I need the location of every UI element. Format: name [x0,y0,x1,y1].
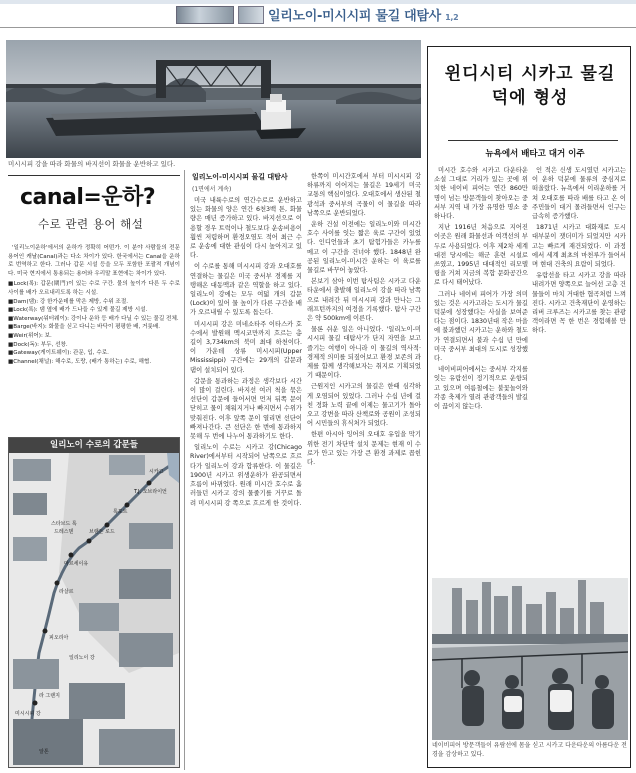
header-band [0,0,636,4]
top-photo [6,40,421,158]
paragraph: 한쪽이 미시간호에서 부터 미시시피 강 하류까지 이어지는 물길은 19세기 미국 교통의 핵심이었다. 오대호에서 생산된 철광석과 중서부의 곡물이 이 물길을 따라 남쪽으로 운반되었다. [307,173,421,217]
map-label: 피오리아 [49,635,69,641]
map-label: 알톤 [39,749,49,755]
map-label: 드레스덴 [54,529,74,535]
glossary-item: ■Dam(댐): 강 한가운데를 막은 제방, 수위 조절. [8,298,128,305]
sidebar-rule [8,175,180,176]
paragraph: 본보기 삼아 이번 탐사팀은 시카고 다운타운에서 출발해 일리노이 강을 따라 남쪽으로 내려간 뒤 미시시피 강과 만나는 그래프턴까지의 여정을 기록했다. 탐사 구간은 약 500km에 이른다. [307,278,421,323]
right-subtitle: 뉴욕에서 배타고 대거 이주 [485,149,585,159]
top-photo-caption: 미시시피 강을 따라 화물의 바지선이 화물을 운반하고 있다. [8,160,176,168]
right-title-rule [448,140,618,141]
map-label: 라 그랜지 [39,693,60,699]
paragraph: 미국 내륙수로의 연간수로로 운반하고 있는 화물의 양은 연간 6천3백 톤, 화물량은 매년 증가하고 있다. 바지선으로 이용할 경우 트럭이나 철도보다 운송비용이 훨씬 저렴하며 환경오염도 적어 최근 수로 운송에 대한 관심이 다시 높아지고 있다. [190,197,302,260]
paragraph: 유람선을 타고 시카고 강을 따라 내려가면 양쪽으로 늘어선 고층 건물들이 마치 거대한 협곡처럼 느껴진다. 시카고 건축재단이 운영하는 리버 크루즈는 시카고를 찾는 관광객이라면 꼭 한 번은 경험해볼 만하다. [532,272,626,335]
header-title [268,5,458,24]
glossary-item: ■Lock(록): 갑문(閘門)이 있는 수로 구간. 물의 높이가 다른 두 수로 사이를 배가 오르내리도록 하는 시설. [8,281,180,296]
header-photo-small [238,6,264,24]
glossary-item: ■Channel(채널): 해수로, 도랑, (배가 통하는) 수로, 해협. [8,358,152,365]
header-title-text: 일리노이-미시시피 물길 대탐사 [268,9,441,24]
glossary-item: ■Dock(독): 부두, 선창. [8,341,68,348]
right-photo [432,578,628,740]
sidebar-title: canal=운하? [20,185,156,210]
paragraph: 갑문을 통과하는 과정은 생각보다 시간이 많이 걸린다. 바지선 여러 척을 묶은 선단이 갑문에 들어서면 먼저 뒤쪽 문이 닫히고 물이 채워지거나 빠지면서 수위가 맞춰진다. 이후 앞쪽 문이 열리면 선단이 빠져나간다. 큰 선단은 한 번에 통과하지 못해 두 번에 나누어 통과하기도 한다. [190,377,302,441]
paragraph: 이 수로를 통해 미시시피 강과 오대호를 연결하는 물길은 미국 중서부 경제를 지탱해온 대동맥과 같은 역할을 하고 있다. 일리노이 강에는 모두 여덟 개의 갑문(Lock)이 있어 물 높이가 다른 구간을 배가 오르내릴 수 있도록 돕는다. [190,263,302,317]
map-label: 일리노이 강 [69,655,95,661]
middle-heading: 일리노이-미시시피 물길 대탐사 [192,173,288,181]
paragraph: 근원지인 시카고의 물길은 한때 심각하게 오염되어 있었다. 그러나 수십 년에 걸친 정화 노력 끝에 이제는 물고기가 돌아오고 강변을 따라 산책로와 공원이 조성되어 시민들의 휴식처가 되었다. [307,383,421,428]
middle-column-1 [190,196,302,768]
map-label: 마르세이유 [64,561,89,567]
map-label: T.J. 오브라이언 [134,489,167,495]
lock-map-box [8,437,180,768]
map-label: 브랜든 로드 [89,529,115,535]
glossary-item: ■Weir(위어): 보. [8,332,52,339]
map-label: 스타브드 록 [51,521,77,527]
paragraph: 지난 1916년 처음으로 지어진 이곳은 원래 화물선과 여객선의 부두로 사용되었다. 이후 제2차 세계대전 당시에는 해군 훈련 시설로 쓰였고, 1995년 대대적인 리모델링을 거쳐 지금의 복합 문화공간으로 다시 태어났다. [434,224,528,287]
glossary-item: ■Barge(바지): 화물을 싣고 다니는 바닥이 평평한 배, 거룻배. [8,324,161,331]
middle-column-2 [307,172,421,768]
map-label: 록포트 [113,509,128,515]
right-photo-caption: 네이비피어 방문객들이 유람선에 몸을 싣고 시카고 다운타운의 아름다운 전경을 감상하고 있다. [432,742,627,758]
paragraph: 네이비피어에서는 중서부 각지를 잇는 유람선이 정기적으로 운항되고 있으며 여름철에는 불꽃놀이와 각종 축제가 열려 관광객들의 발길이 끊이지 않는다. [434,366,528,411]
sidebar-intro: '일리노이운하'에서의 운하가 정확히 어떤가. 이 분야 사람들의 전문 용어인 캐날(Canal)과는 다소 차이가 있다. 한국에서는 Canal을 운하로 번역하고 한다. 그러나 갑문 시설 등을 모두 포함한 포괄적 개념이다. 미국 현지에서 통용되는 용어와 우리말 표현에는 차이가 있다. [8,245,180,277]
header-part: 1,2 [445,13,459,22]
glossary-item: ■Waterway(워터웨이): 강이나 운하 등 배가 다닐 수 있는 물길 전체. [8,315,179,322]
map-label: 시카고 [149,469,164,475]
middle-divider [184,170,185,770]
paragraph: 미시시피 강은 미네소타주 이타스카 호수에서 발원해 멕시코만까지 흐르는 총 길이 3,734km의 북미 최대 하천이다. 이 가운데 상류 미시시피(Upper Mississippi) 구간에는 29개의 갑문과 댐이 설치되어 있다. [190,320,302,374]
paragraph: 한편 아시아 잉어의 오대호 유입을 막기 위한 전기 차단막 설치 문제는 현재 이 수로가 안고 있는 가장 큰 환경 과제로 꼽힌다. [307,431,421,467]
paragraph: 물론 쉬운 일은 아니었다. '일리노이-미시시피 물길 대탐사'가 단지 자연을 보고 즐기는 여행이 아니라 이 물길의 역사적·경제적 의미를 되짚어보고 환경 보존의 과제를 함께 생각해보자는 취지로 기획되었기 때문이다. [307,326,421,380]
paragraph: 그러나 네이비 피어가 가장 의미 있는 것은 시카고라는 도시가 물길 덕분에 성장했다는 사실을 보여준다는 점이다. 1830년대 작은 마을에 불과했던 시카고는 운하와 철도가 연결되면서 불과 수십 년 만에 미국 중서부 최대의 도시로 성장했다. [434,290,528,363]
lock-map [9,453,179,767]
paragraph: 1871년 시카고 대화재로 도시 대부분이 잿더미가 되었지만 시카고는 빠르게 재건되었다. 이 과정에서 세계 최초의 마천루가 들어서며 현대 건축의 요람이 되었다. [532,224,626,269]
right-column-1 [434,166,528,576]
map-title: 일리노이 수로의 갑문들 [9,438,179,453]
paragraph: 운하 건설 이전에는 일리노이와 미시간 호수 사이를 잇는 짧은 육로 구간이 있었다. 인디언들과 초기 탐험가들은 카누를 메고 이 구간을 건너야 했다. 1848년 완공된 일리노이-미시간 운하는 이 육로를 물길로 바꾸어 놓았다. [307,221,421,275]
middle-subheading: (1면에서 계속) [192,186,232,193]
header-photo [176,6,234,24]
glossary-item: ■Lock(록): 댐 옆에 배가 드나들 수 있게 물길 제방 시설. [8,307,148,314]
right-title: 윈디시티 시카고 물길덕에 형성 [444,64,616,108]
paragraph: 일리노이 수로는 시카고 강(Chicago River)에서부터 시작되어 남쪽으로 흐르다가 일리노이 강과 합류한다. 이 물길은 1900년 시카고 위생운하가 완공되면서 흐름이 바뀌었다. 원래 미시간 호수로 흘러들던 시카고 강의 물줄기를 거꾸로 돌려 미시시피 강 쪽으로 흐르게 한 것이다. [190,444,302,507]
paragraph: 인 적은 신생 도시였던 시카고는 이 운하 덕분에 물류의 중심지로 떠올랐다. 뉴욕에서 이리운하를 거쳐 오대호를 따라 배를 타고 온 이주민들이 대거 몰려들면서 인구는 급속히 증가했다. [532,167,626,221]
map-label: 미시시피 강 [15,711,41,717]
page-header [0,0,636,28]
sidebar-subtitle: 수로 관련 용어 해설 [38,217,144,231]
paragraph: 미시간 호수와 시카고 다운타운 소설 그대로 거리가 있는 곳에 위치한 네이비 피어는 연간 860만 명이 넘는 방문객들이 찾아오는 중서부 지역 내 가장 유명한 명소 중 하나다. [434,167,528,221]
sidebar-glossary [8,244,180,366]
map-label: 라살르 [59,589,74,595]
glossary-item: ■Gateway(게이트웨이): 관문, 입, 수로. [8,350,109,357]
right-column-2 [532,166,626,576]
